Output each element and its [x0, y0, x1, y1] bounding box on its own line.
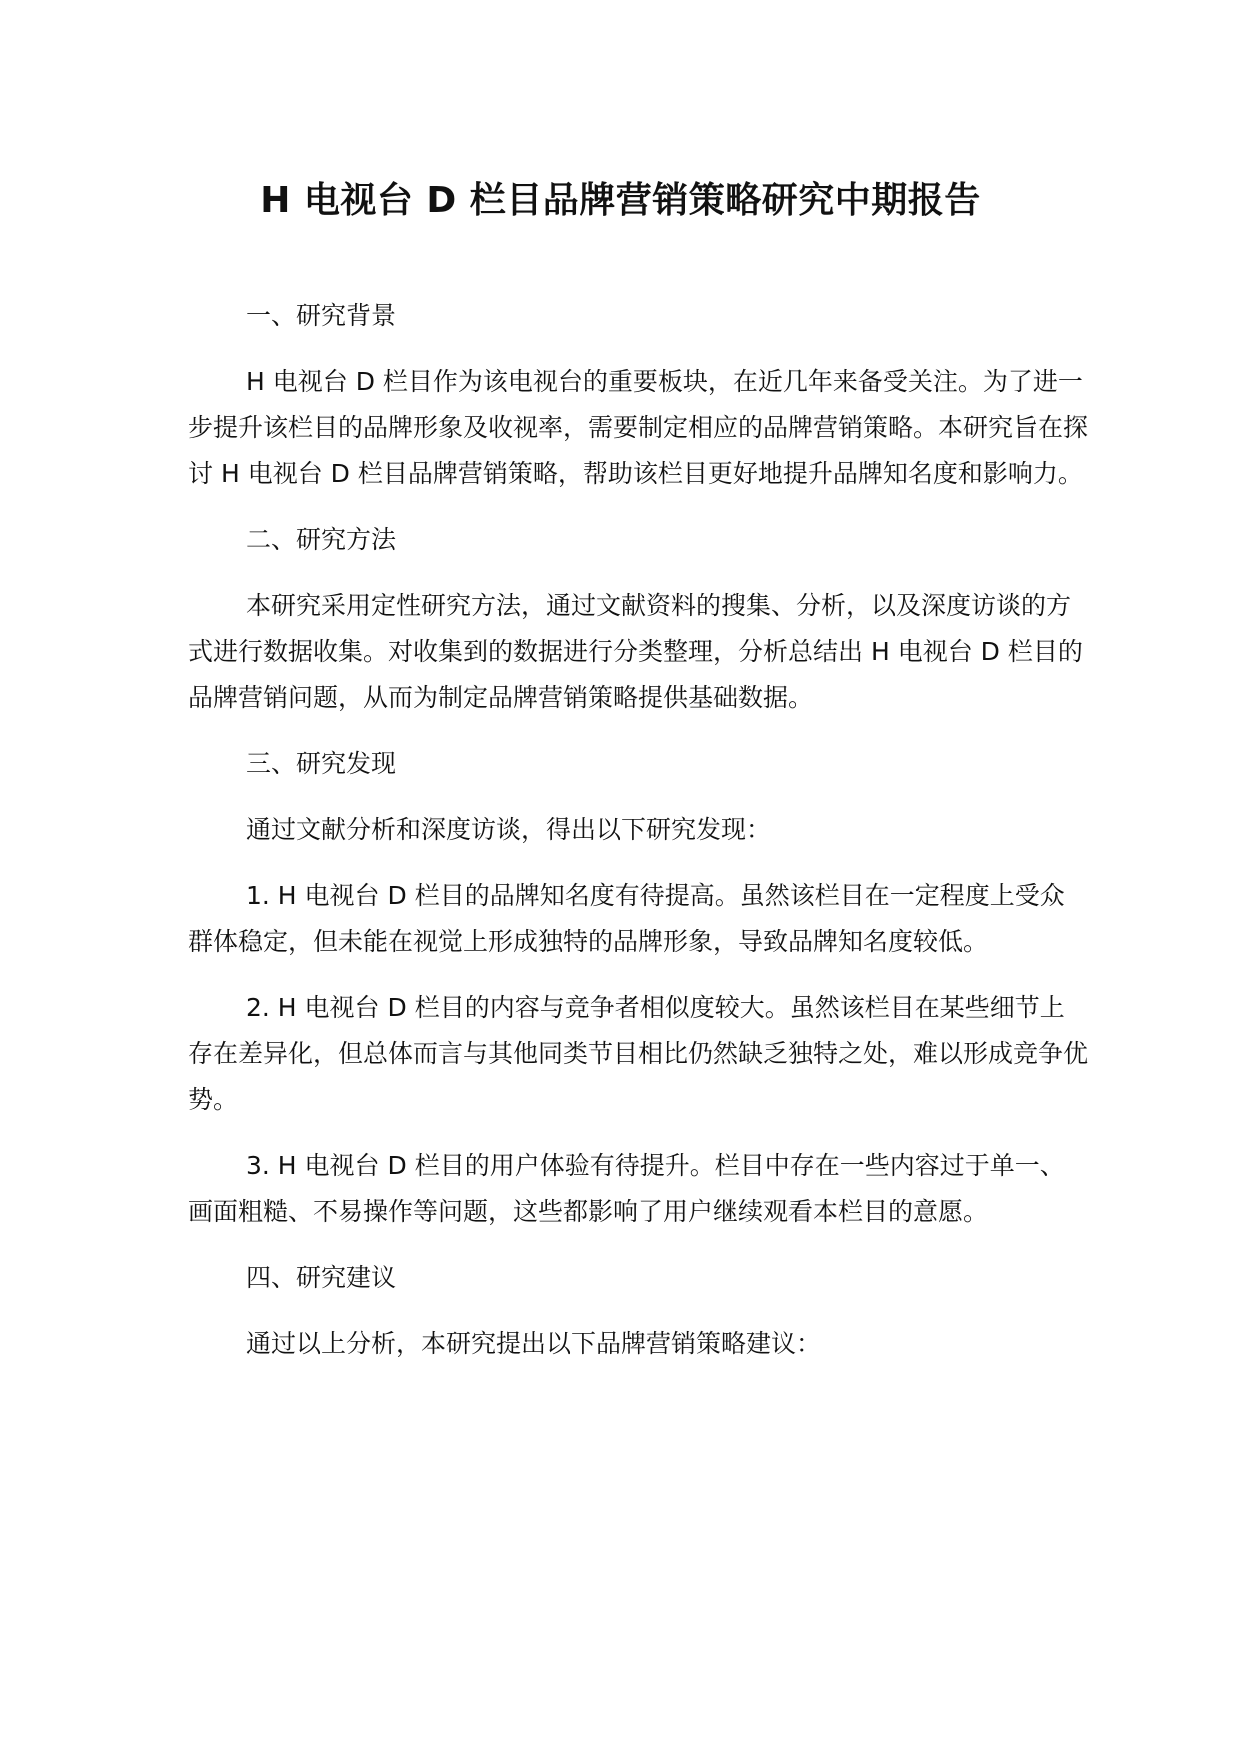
section-heading-background: 一、研究背景 — [246, 301, 397, 330]
section-heading-suggestions: 四、研究建议 — [246, 1263, 397, 1292]
paragraph-suggestions-intro: 通过以上分析，本研究提出以下品牌营销策略建议： — [246, 1329, 822, 1358]
paragraph-method: 本研究采用定性研究方法，通过文献资料的搜集、分析，以及深度访谈的方式进行数据收集。对收集到的数据进行分类整理，分析总结出 H 电视台 D 栏目的品牌营销问题，从而为制定品牌营销策略提供基础数据。 — [188, 591, 1083, 712]
document-title: H 电视台 D 栏目品牌营销策略研究中期报告 — [260, 180, 981, 221]
section-heading-findings: 三、研究发现 — [246, 749, 397, 778]
paragraph-background: H 电视台 D 栏目作为该电视台的重要板块，在近几年来备受关注。为了进一步提升该栏目的品牌形象及收视率，需要制定相应的品牌营销策略。本研究旨在探讨 H 电视台 D 栏目品牌营销策略，帮助该栏目更好地提升品牌知名度和影响力。 — [188, 367, 1089, 488]
finding-item-2: 2. H 电视台 D 栏目的内容与竞争者相似度较大。虽然该栏目在某些细节上存在差异化，但总体而言与其他同类节目相比仍然缺乏独特之处，难以形成竞争优势。 — [188, 993, 1089, 1114]
finding-item-1: 1. H 电视台 D 栏目的品牌知名度有待提高。虽然该栏目在一定程度上受众群体稳定，但未能在视觉上形成独特的品牌形象，导致品牌知名度较低。 — [188, 881, 1065, 956]
document-body — [188, 293, 1088, 1367]
section-heading-method: 二、研究方法 — [246, 525, 397, 554]
paragraph-findings-intro: 通过文献分析和深度访谈，得出以下研究发现： — [246, 815, 772, 844]
finding-item-3: 3. H 电视台 D 栏目的用户体验有待提升。栏目中存在一些内容过于单一、画面粗糙、不易操作等问题，这些都影响了用户继续观看本栏目的意愿。 — [188, 1151, 1065, 1226]
